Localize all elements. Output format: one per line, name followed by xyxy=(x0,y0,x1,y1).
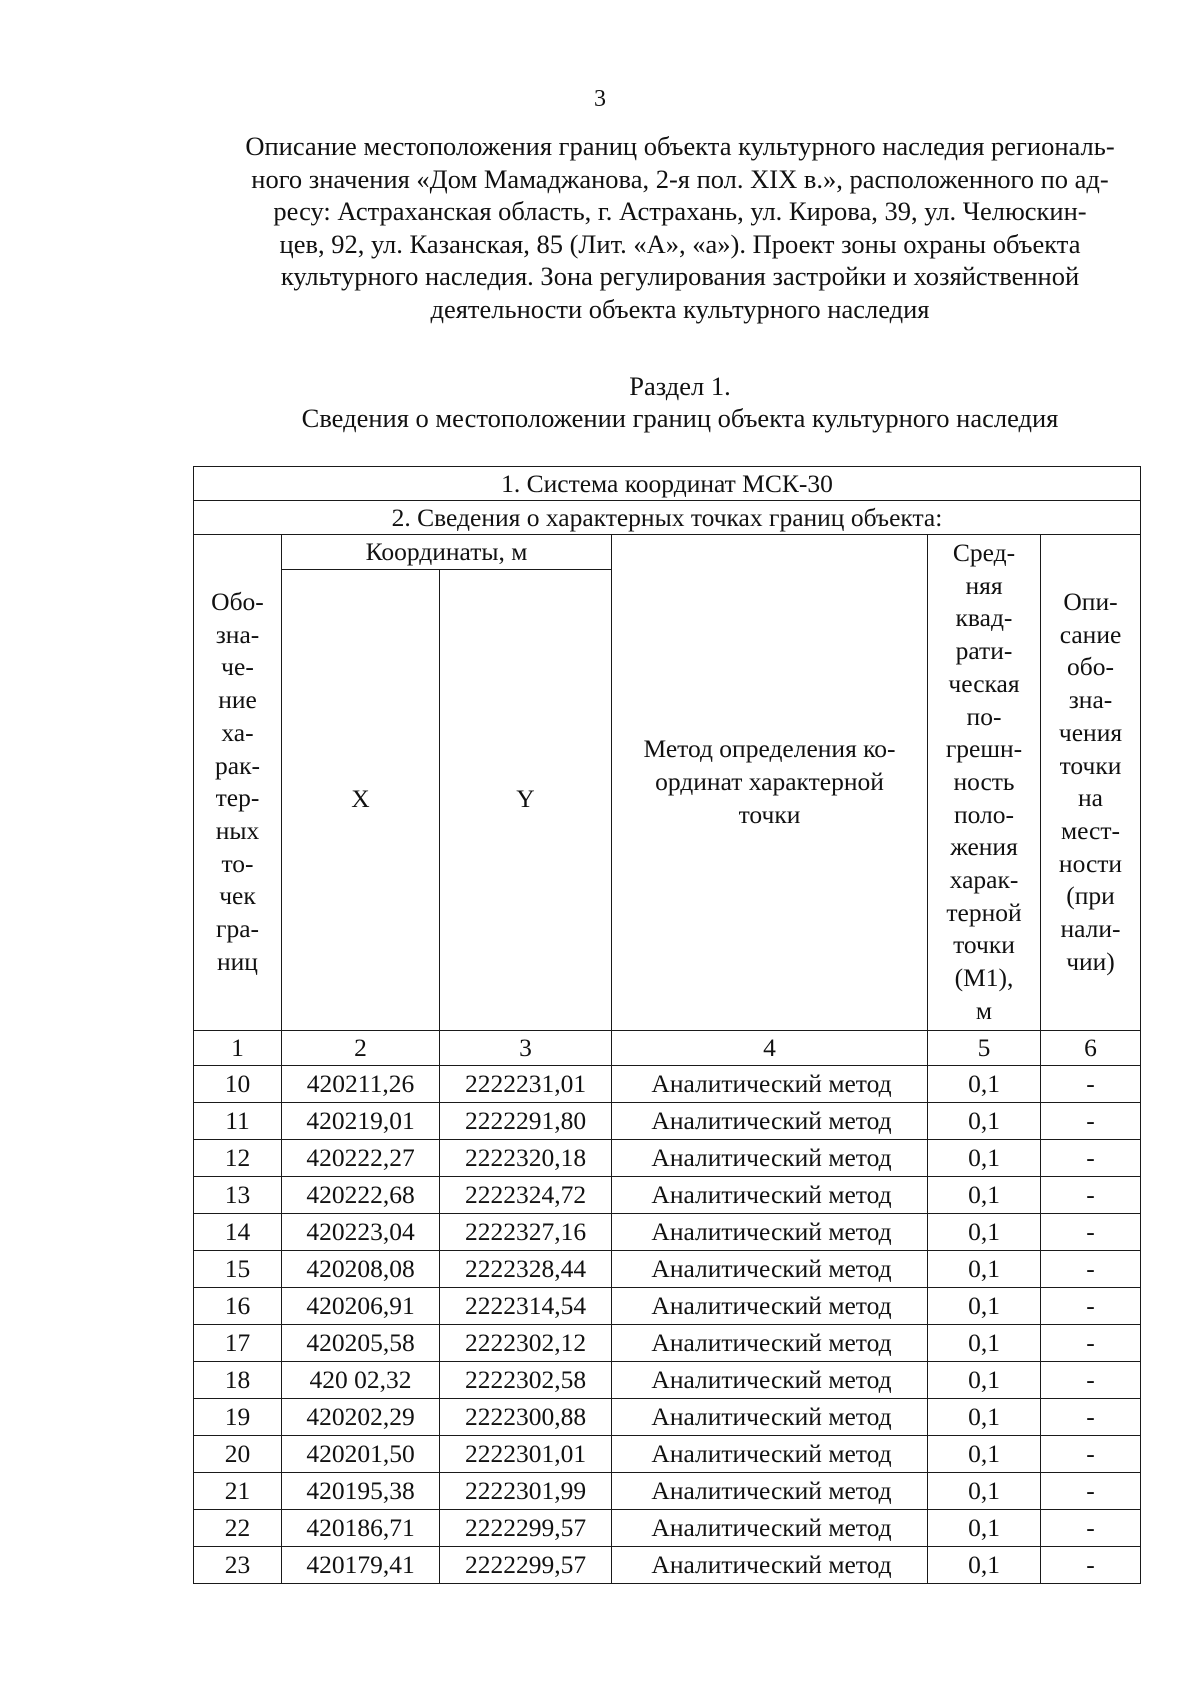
cell-y: 2222314,54 xyxy=(440,1287,612,1324)
header-line: (при xyxy=(1066,881,1115,911)
table-row xyxy=(194,1324,1141,1361)
cell-method: Аналитический метод xyxy=(612,1213,928,1250)
cell-description: - xyxy=(1041,1213,1141,1250)
boundary-points-table xyxy=(193,466,1141,1584)
cell-point: 18 xyxy=(194,1361,282,1398)
cell-description: - xyxy=(1041,1102,1141,1139)
col-number: 3 xyxy=(440,1030,612,1065)
cell-x: 420201,50 xyxy=(282,1435,440,1472)
cell-y: 2222320,18 xyxy=(440,1139,612,1176)
cell-point: 16 xyxy=(194,1287,282,1324)
header-line: зна- xyxy=(215,619,260,649)
header-line: че- xyxy=(221,652,254,682)
title-line: ного значения «Дом Мамаджанова, 2-я пол. XIX в.», расположенного по ад- xyxy=(251,163,1109,194)
header-line: ческая xyxy=(948,668,1020,698)
header-line: ных xyxy=(215,815,260,845)
table-row xyxy=(194,1361,1141,1398)
cell-error: 0,1 xyxy=(928,1139,1041,1176)
document-title xyxy=(200,130,1160,325)
header-line: Метод определения ко- xyxy=(643,734,896,764)
header-line: чек xyxy=(219,881,256,911)
cell-x: 420205,58 xyxy=(282,1324,440,1361)
cell-description: - xyxy=(1041,1435,1141,1472)
cell-x: 420222,68 xyxy=(282,1176,440,1213)
cell-x: 420211,26 xyxy=(282,1065,440,1102)
cell-point: 23 xyxy=(194,1546,282,1583)
cell-error: 0,1 xyxy=(928,1324,1041,1361)
header-line: Обо- xyxy=(211,587,264,617)
cell-x: 420206,91 xyxy=(282,1287,440,1324)
cell-method: Аналитический метод xyxy=(612,1546,928,1583)
col-number: 2 xyxy=(282,1030,440,1065)
title-line: ресу: Астраханская область, г. Астрахань, ул. Кирова, 39, ул. Челюскин- xyxy=(273,196,1087,226)
points-header: 2. Сведения о характерных точках границ объекта: xyxy=(194,501,1141,535)
cell-x: 420 02,32 xyxy=(282,1361,440,1398)
cell-method: Аналитический метод xyxy=(612,1472,928,1509)
cell-error: 0,1 xyxy=(928,1250,1041,1287)
col-header-point xyxy=(194,535,282,1031)
title-line: Описание местоположения границ объекта культурного наследия региональ- xyxy=(245,131,1115,161)
header-line: ниц xyxy=(217,946,258,976)
header-line: по- xyxy=(966,701,1002,731)
header-line: ха- xyxy=(221,717,254,747)
cell-description: - xyxy=(1041,1065,1141,1102)
col-number: 5 xyxy=(928,1030,1041,1065)
table-row xyxy=(194,1435,1141,1472)
header-line: рак- xyxy=(215,750,260,780)
cell-point: 22 xyxy=(194,1509,282,1546)
cell-description: - xyxy=(1041,1361,1141,1398)
header-line: терной xyxy=(946,897,1022,927)
header-line: ние xyxy=(218,685,257,715)
cell-method: Аналитический метод xyxy=(612,1398,928,1435)
table-row xyxy=(194,1176,1141,1213)
cell-error: 0,1 xyxy=(928,1509,1041,1546)
header-line: Сред- xyxy=(952,538,1016,567)
section-title: Сведения о местоположении границ объекта культурного наследия xyxy=(301,403,1059,433)
header-line: м xyxy=(975,995,993,1025)
cell-description: - xyxy=(1041,1139,1141,1176)
header-line: тер- xyxy=(215,783,260,813)
cell-error: 0,1 xyxy=(928,1361,1041,1398)
cell-error: 0,1 xyxy=(928,1213,1041,1250)
cell-description: - xyxy=(1041,1546,1141,1583)
cell-point: 20 xyxy=(194,1435,282,1472)
cell-method: Аналитический метод xyxy=(612,1102,928,1139)
cell-error: 0,1 xyxy=(928,1176,1041,1213)
table-row xyxy=(194,1139,1141,1176)
header-line: чения xyxy=(1058,717,1123,747)
section-number: Раздел 1. xyxy=(629,371,731,401)
table-row xyxy=(194,1213,1141,1250)
col-header-error xyxy=(928,535,1041,1031)
header-line: нали- xyxy=(1060,914,1121,944)
table-row xyxy=(194,1065,1141,1102)
header-line: точки xyxy=(738,799,801,829)
col-header-x: X xyxy=(282,570,440,1031)
cell-y: 2222299,57 xyxy=(440,1509,612,1546)
table-row xyxy=(194,1472,1141,1509)
page-number: 3 xyxy=(594,86,606,112)
cell-description: - xyxy=(1041,1250,1141,1287)
cell-error: 0,1 xyxy=(928,1472,1041,1509)
cell-error: 0,1 xyxy=(928,1546,1041,1583)
cell-method: Аналитический метод xyxy=(612,1176,928,1213)
cell-y: 2222231,01 xyxy=(440,1065,612,1102)
cell-x: 420223,04 xyxy=(282,1213,440,1250)
header-line: гра- xyxy=(215,914,260,944)
cell-x: 420219,01 xyxy=(282,1102,440,1139)
cell-point: 13 xyxy=(194,1176,282,1213)
header-line: ность xyxy=(953,766,1015,796)
cell-y: 2222300,88 xyxy=(440,1398,612,1435)
cell-method: Аналитический метод xyxy=(612,1139,928,1176)
cell-description: - xyxy=(1041,1287,1141,1324)
cell-x: 420186,71 xyxy=(282,1509,440,1546)
col-header-coordinates: Координаты, м xyxy=(282,535,612,570)
cell-description: - xyxy=(1041,1324,1141,1361)
title-line: цев, 92, ул. Казанская, 85 (Лит. «А», «а»). Проект зоны охраны объекта xyxy=(279,228,1081,259)
col-header-description xyxy=(1041,535,1141,1031)
header-line: точки xyxy=(953,930,1015,960)
cell-x: 420179,41 xyxy=(282,1546,440,1583)
cell-point: 21 xyxy=(194,1472,282,1509)
cell-method: Аналитический метод xyxy=(612,1065,928,1102)
cell-description: - xyxy=(1041,1398,1141,1435)
header-line: на xyxy=(1078,783,1103,813)
header-line: ординат характерной xyxy=(655,766,884,796)
title-line: деятельности объекта культурного наследия xyxy=(430,293,930,324)
cell-description: - xyxy=(1041,1176,1141,1213)
header-line: сание xyxy=(1059,619,1122,649)
title-line: культурного наследия. Зона регулирования застройки и хозяйственной xyxy=(280,261,1080,291)
header-line: зна- xyxy=(1068,685,1113,715)
cell-error: 0,1 xyxy=(928,1065,1041,1102)
cell-y: 2222301,99 xyxy=(440,1472,612,1509)
cell-error: 0,1 xyxy=(928,1287,1041,1324)
header-line: жения xyxy=(950,832,1018,862)
cell-y: 2222299,57 xyxy=(440,1546,612,1583)
header-line: рати- xyxy=(955,636,1013,666)
header-line: няя xyxy=(965,570,1003,600)
cell-error: 0,1 xyxy=(928,1398,1041,1435)
cell-y: 2222302,58 xyxy=(440,1361,612,1398)
col-number: 6 xyxy=(1041,1030,1141,1065)
header-line: мест- xyxy=(1060,815,1121,845)
cell-y: 2222301,01 xyxy=(440,1435,612,1472)
cell-description: - xyxy=(1041,1509,1141,1546)
cell-y: 2222302,12 xyxy=(440,1324,612,1361)
header-line: (M1), xyxy=(954,963,1014,993)
cell-x: 420195,38 xyxy=(282,1472,440,1509)
cell-method: Аналитический метод xyxy=(612,1435,928,1472)
header-line: ности xyxy=(1058,848,1123,878)
header-line: Опи- xyxy=(1063,587,1118,617)
cell-point: 14 xyxy=(194,1213,282,1250)
coord-system-header: 1. Система координат МСК-30 xyxy=(194,467,1141,501)
cell-y: 2222291,80 xyxy=(440,1102,612,1139)
header-line: харак- xyxy=(949,865,1019,895)
header-line: поло- xyxy=(953,799,1015,829)
header-line: чии) xyxy=(1066,946,1115,976)
cell-point: 19 xyxy=(194,1398,282,1435)
table-row xyxy=(194,1546,1141,1583)
cell-method: Аналитический метод xyxy=(612,1361,928,1398)
header-line: грешн- xyxy=(945,734,1023,764)
header-line: обо- xyxy=(1067,652,1114,682)
cell-point: 12 xyxy=(194,1139,282,1176)
cell-error: 0,1 xyxy=(928,1435,1041,1472)
header-line: квад- xyxy=(955,603,1013,633)
table-row xyxy=(194,1250,1141,1287)
col-header-method xyxy=(612,535,928,1031)
col-number: 4 xyxy=(612,1030,928,1065)
cell-y: 2222327,16 xyxy=(440,1213,612,1250)
cell-x: 420202,29 xyxy=(282,1398,440,1435)
header-line: то- xyxy=(221,848,254,878)
cell-method: Аналитический метод xyxy=(612,1509,928,1546)
cell-x: 420208,08 xyxy=(282,1250,440,1287)
table-row xyxy=(194,1287,1141,1324)
col-header-y: Y xyxy=(440,570,612,1031)
cell-point: 15 xyxy=(194,1250,282,1287)
section-heading xyxy=(0,370,1200,434)
header-line: точки xyxy=(1059,750,1122,780)
cell-method: Аналитический метод xyxy=(612,1324,928,1361)
cell-y: 2222324,72 xyxy=(440,1176,612,1213)
cell-method: Аналитический метод xyxy=(612,1287,928,1324)
table-row xyxy=(194,1509,1141,1546)
cell-method: Аналитический метод xyxy=(612,1250,928,1287)
col-number: 1 xyxy=(194,1030,282,1065)
cell-error: 0,1 xyxy=(928,1102,1041,1139)
cell-point: 10 xyxy=(194,1065,282,1102)
table-row xyxy=(194,1102,1141,1139)
cell-point: 17 xyxy=(194,1324,282,1361)
cell-point: 11 xyxy=(194,1102,282,1139)
cell-description: - xyxy=(1041,1472,1141,1509)
cell-y: 2222328,44 xyxy=(440,1250,612,1287)
table-row xyxy=(194,1398,1141,1435)
cell-x: 420222,27 xyxy=(282,1139,440,1176)
